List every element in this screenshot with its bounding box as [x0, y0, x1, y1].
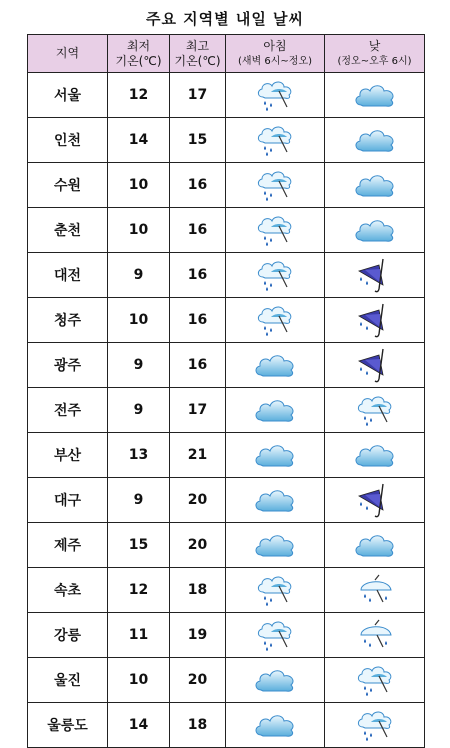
region-name: 제주	[28, 523, 108, 568]
cloud-icon	[226, 484, 324, 516]
morning-weather	[226, 523, 325, 568]
high-temp: 16	[170, 253, 226, 298]
cloud-icon	[226, 439, 324, 471]
low-temp: 11	[108, 613, 170, 658]
high-temp: 16	[170, 208, 226, 253]
cloud-icon	[325, 214, 424, 246]
cloud-icon	[226, 349, 324, 381]
table-row	[28, 523, 425, 568]
afternoon-weather	[325, 208, 425, 253]
low-temp: 9	[108, 343, 170, 388]
region-name: 인천	[28, 118, 108, 163]
rain-cloud-icon	[226, 212, 324, 248]
afternoon-weather	[325, 388, 425, 433]
low-temp: 9	[108, 388, 170, 433]
low-temp: 10	[108, 298, 170, 343]
high-temp: 20	[170, 658, 226, 703]
region-name: 속초	[28, 568, 108, 613]
afternoon-weather	[325, 478, 425, 523]
afternoon-weather	[325, 658, 425, 703]
high-temp: 20	[170, 478, 226, 523]
umbrella-icon	[325, 255, 424, 295]
table-row	[28, 118, 425, 163]
table-row	[28, 658, 425, 703]
morning-weather	[226, 163, 325, 208]
high-temp: 15	[170, 118, 226, 163]
afternoon-weather	[325, 433, 425, 478]
rain-cloud-icon	[325, 392, 424, 428]
afternoon-weather	[325, 118, 425, 163]
header-low-line2: 기온(℃)	[115, 53, 162, 68]
cloud-icon	[226, 709, 324, 741]
afternoon-weather	[325, 253, 425, 298]
cloud-icon	[325, 124, 424, 156]
header-high-line1: 최고	[185, 38, 210, 53]
morning-weather	[226, 613, 325, 658]
cloud-icon	[325, 529, 424, 561]
morning-weather	[226, 343, 325, 388]
afternoon-weather	[325, 613, 425, 658]
morning-weather	[226, 298, 325, 343]
afternoon-weather	[325, 523, 425, 568]
rain-cloud-icon	[325, 707, 424, 743]
rain-cloud-icon	[325, 662, 424, 698]
afternoon-weather	[325, 568, 425, 613]
morning-weather	[226, 208, 325, 253]
table-row	[28, 703, 425, 748]
header-low-temp	[108, 35, 170, 73]
low-temp: 12	[108, 568, 170, 613]
low-temp: 14	[108, 118, 170, 163]
rain-cloud-icon	[226, 77, 324, 113]
table-header	[28, 35, 425, 73]
region-name: 대구	[28, 478, 108, 523]
table-row	[28, 343, 425, 388]
rain-cloud-icon	[226, 572, 324, 608]
afternoon-weather	[325, 298, 425, 343]
header-region-label: 지역	[55, 46, 80, 60]
region-name: 강릉	[28, 613, 108, 658]
header-high-line2: 기온(℃)	[174, 53, 221, 68]
table-row	[28, 388, 425, 433]
shower-cloud-icon	[325, 572, 424, 608]
table-row	[28, 568, 425, 613]
region-name: 대전	[28, 253, 108, 298]
header-afternoon	[325, 35, 425, 73]
umbrella-icon	[325, 345, 424, 385]
cloud-icon	[226, 394, 324, 426]
afternoon-weather	[325, 703, 425, 748]
region-name: 전주	[28, 388, 108, 433]
cloud-icon	[325, 169, 424, 201]
region-name: 수원	[28, 163, 108, 208]
high-temp: 16	[170, 298, 226, 343]
afternoon-weather	[325, 163, 425, 208]
high-temp: 18	[170, 703, 226, 748]
morning-weather	[226, 253, 325, 298]
low-temp: 15	[108, 523, 170, 568]
header-region	[28, 35, 108, 73]
afternoon-weather	[325, 73, 425, 118]
afternoon-weather	[325, 343, 425, 388]
region-name: 울진	[28, 658, 108, 703]
region-name: 청주	[28, 298, 108, 343]
rain-cloud-icon	[226, 302, 324, 338]
header-morning-label: 아침	[263, 38, 287, 53]
high-temp: 21	[170, 433, 226, 478]
high-temp: 18	[170, 568, 226, 613]
high-temp: 19	[170, 613, 226, 658]
cloud-icon	[226, 529, 324, 561]
table-row	[28, 73, 425, 118]
cloud-icon	[226, 664, 324, 696]
table-row	[28, 163, 425, 208]
cloud-icon	[325, 439, 424, 471]
morning-weather	[226, 568, 325, 613]
header-low-line1: 최저	[126, 38, 151, 53]
umbrella-icon	[325, 480, 424, 520]
high-temp: 16	[170, 163, 226, 208]
low-temp: 14	[108, 703, 170, 748]
region-name: 광주	[28, 343, 108, 388]
table-row	[28, 253, 425, 298]
low-temp: 13	[108, 433, 170, 478]
high-temp: 16	[170, 343, 226, 388]
table-row	[28, 298, 425, 343]
weather-table	[27, 34, 425, 748]
umbrella-icon	[325, 300, 424, 340]
morning-weather	[226, 118, 325, 163]
morning-weather	[226, 703, 325, 748]
header-morning-sub: (새벽 6시~정오)	[237, 55, 313, 67]
region-name: 울릉도	[28, 703, 108, 748]
page-title: 주요 지역별 내일 날씨	[145, 10, 305, 28]
low-temp: 10	[108, 658, 170, 703]
table-body	[28, 73, 425, 748]
table-row	[28, 208, 425, 253]
high-temp: 17	[170, 73, 226, 118]
shower-cloud-icon	[325, 617, 424, 653]
rain-cloud-icon	[226, 617, 324, 653]
high-temp: 20	[170, 523, 226, 568]
table-row	[28, 433, 425, 478]
morning-weather	[226, 658, 325, 703]
low-temp: 10	[108, 163, 170, 208]
header-afternoon-label: 낮	[368, 38, 381, 53]
morning-weather	[226, 478, 325, 523]
region-name: 서울	[28, 73, 108, 118]
table-row	[28, 478, 425, 523]
low-temp: 10	[108, 208, 170, 253]
region-name: 춘천	[28, 208, 108, 253]
cloud-icon	[325, 79, 424, 111]
header-morning	[226, 35, 325, 73]
low-temp: 9	[108, 253, 170, 298]
low-temp: 9	[108, 478, 170, 523]
morning-weather	[226, 433, 325, 478]
rain-cloud-icon	[226, 167, 324, 203]
rain-cloud-icon	[226, 122, 324, 158]
morning-weather	[226, 388, 325, 433]
header-high-temp	[170, 35, 226, 73]
header-afternoon-sub: (정오~오후 6시)	[337, 55, 412, 67]
low-temp: 12	[108, 73, 170, 118]
rain-cloud-icon	[226, 257, 324, 293]
table-row	[28, 613, 425, 658]
high-temp: 17	[170, 388, 226, 433]
morning-weather	[226, 73, 325, 118]
region-name: 부산	[28, 433, 108, 478]
